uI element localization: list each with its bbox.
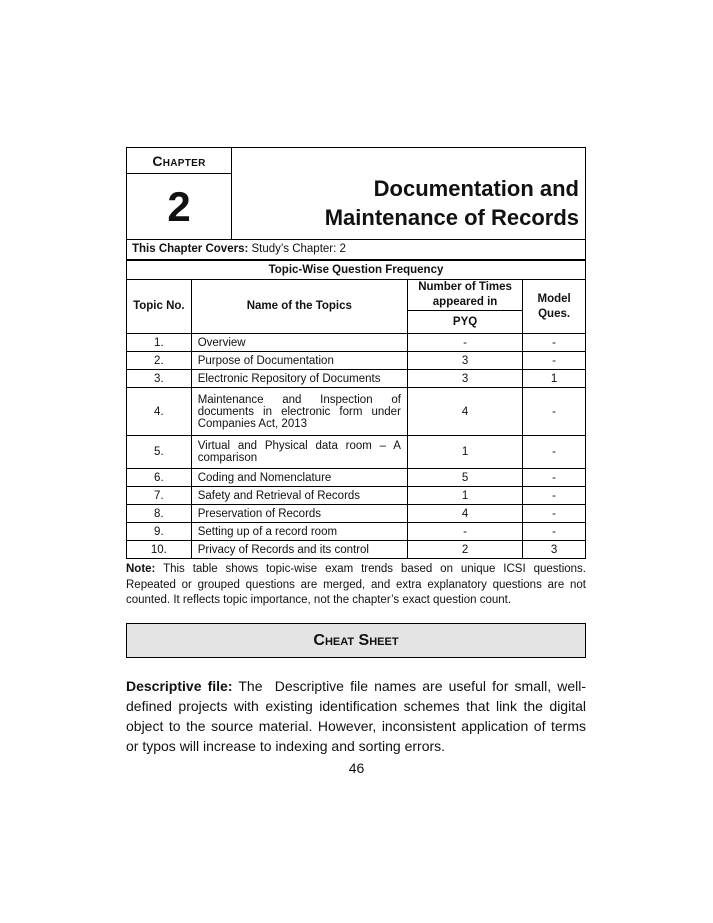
- row-topic-no: 3.: [127, 370, 192, 388]
- row-topic-name: Coding and Nomenclature: [191, 469, 407, 487]
- table-caption: Topic-Wise Question Frequency: [127, 261, 586, 280]
- chapter-number: 2: [127, 174, 232, 240]
- table-row: [127, 334, 586, 352]
- table-row: [127, 352, 586, 370]
- table-row: [127, 370, 586, 388]
- row-model: -: [523, 505, 586, 523]
- row-pyq: 3: [407, 352, 522, 370]
- descriptive-file-paragraph: [126, 676, 590, 756]
- note-text: This table shows topic-wise exam trends based on unique ICSI questions. Repeated or grouped questions are merged, and extra explanatory questions are not counted. It reflects topic importance, not the chapter’s exact question count.: [126, 563, 586, 606]
- row-pyq: 4: [407, 388, 522, 436]
- chapter-header: [126, 147, 586, 240]
- row-topic-name: Purpose of Documentation: [191, 352, 407, 370]
- chapter-title: [239, 174, 579, 232]
- row-topic-name: Safety and Retrieval of Records: [191, 487, 407, 505]
- row-model: 3: [523, 541, 586, 559]
- row-pyq: 1: [407, 487, 522, 505]
- table-row: [127, 541, 586, 559]
- header-topic-name: Name of the Topics: [191, 280, 407, 334]
- header-model-ques: Model Ques.: [523, 280, 586, 334]
- row-pyq: -: [407, 334, 522, 352]
- row-model: -: [523, 352, 586, 370]
- row-topic-no: 6.: [127, 469, 192, 487]
- row-model: -: [523, 523, 586, 541]
- row-topic-no: 10.: [127, 541, 192, 559]
- table-row: [127, 523, 586, 541]
- table-row: [127, 436, 586, 469]
- row-model: -: [523, 334, 586, 352]
- row-topic-name: Privacy of Records and its control: [191, 541, 407, 559]
- topic-frequency-table: [126, 260, 586, 559]
- table-row: [127, 505, 586, 523]
- row-model: -: [523, 388, 586, 436]
- header-pyq: PYQ: [407, 311, 522, 334]
- row-model: -: [523, 487, 586, 505]
- row-topic-no: 7.: [127, 487, 192, 505]
- chapter-title-line-2: Maintenance of Records: [324, 205, 579, 230]
- row-topic-no: 1.: [127, 334, 192, 352]
- row-pyq: 4: [407, 505, 522, 523]
- row-model: -: [523, 469, 586, 487]
- header-times-appeared: Number of Times appeared in: [407, 280, 522, 311]
- row-pyq: 5: [407, 469, 522, 487]
- row-model: -: [523, 436, 586, 469]
- descriptive-label: Descriptive file:: [126, 678, 233, 694]
- row-topic-name: Overview: [191, 334, 407, 352]
- header-topic-no: Topic No.: [127, 280, 192, 334]
- row-topic-no: 4.: [127, 388, 192, 436]
- covers-label: This Chapter Covers:: [132, 243, 249, 255]
- row-topic-name: Preservation of Records: [191, 505, 407, 523]
- row-pyq: 2: [407, 541, 522, 559]
- row-topic-no: 2.: [127, 352, 192, 370]
- row-model: 1: [523, 370, 586, 388]
- row-pyq: -: [407, 523, 522, 541]
- page-number: 46: [348, 760, 365, 776]
- row-pyq: 1: [407, 436, 522, 469]
- descriptive-text: The Descriptive file names are useful for small, well-defined projects with existing identification schemes that link the digital object to the source material. However, inconsistent application of terms or typos will increase to indexing and sorting errors.: [126, 678, 590, 754]
- table-row: [127, 487, 586, 505]
- table-note: [126, 562, 586, 609]
- covers-text: Study’s Chapter: 2: [248, 243, 346, 255]
- table-row: [127, 388, 586, 436]
- table-row: [127, 469, 586, 487]
- row-topic-no: 9.: [127, 523, 192, 541]
- row-topic-name: Electronic Repository of Documents: [191, 370, 407, 388]
- chapter-label: Chapter: [127, 148, 232, 174]
- row-pyq: 3: [407, 370, 522, 388]
- note-label: Note:: [126, 563, 156, 575]
- row-topic-name: Maintenance and Inspection of documents in electronic form under Companies Act, 2013: [191, 388, 407, 436]
- cheat-sheet-heading: Cheat Sheet: [126, 623, 586, 658]
- chapter-title-line-1: Documentation and: [373, 176, 579, 201]
- row-topic-name: Setting up of a record room: [191, 523, 407, 541]
- row-topic-name: Virtual and Physical data room – A comparison: [191, 436, 407, 469]
- row-topic-no: 5.: [127, 436, 192, 469]
- row-topic-no: 8.: [127, 505, 192, 523]
- chapter-covers: [126, 240, 586, 260]
